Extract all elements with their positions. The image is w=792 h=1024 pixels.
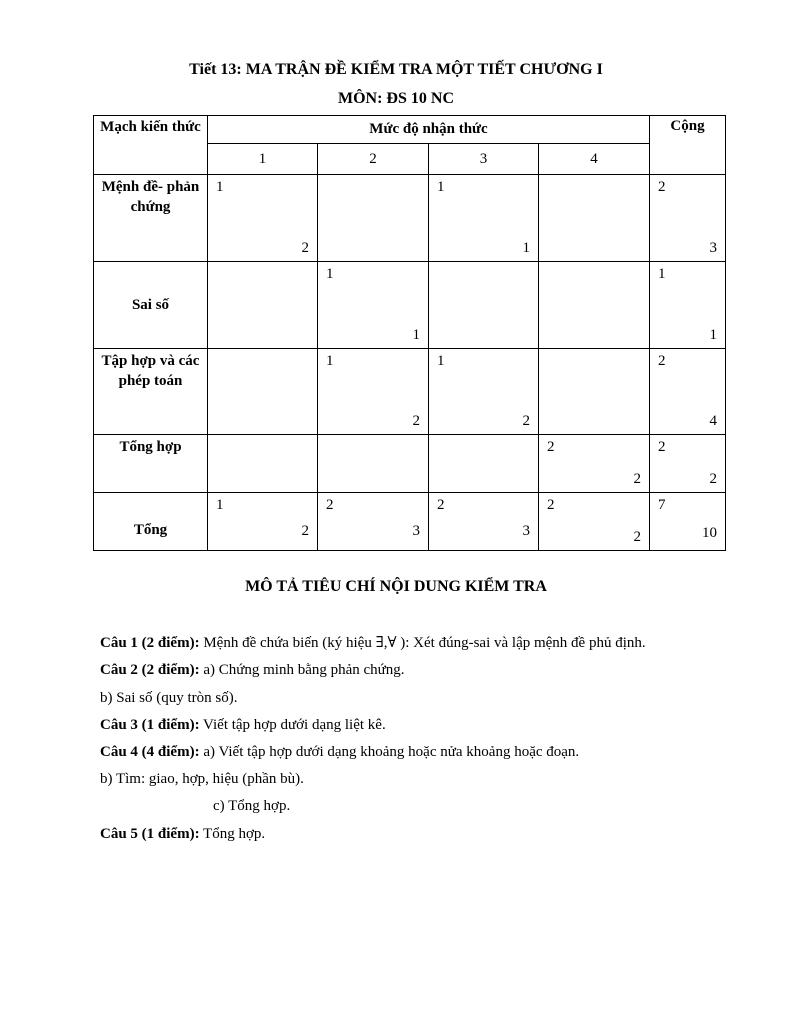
table-cell	[208, 493, 318, 551]
table-cell	[429, 493, 539, 551]
criteria-line	[100, 690, 238, 707]
row-label-text: Sai số	[131, 297, 170, 313]
question-count: 1	[437, 353, 445, 369]
page-title: Tiết 13: MA TRẬN ĐỀ KIỂM TRA MỘT TIẾT CHƯƠNG I	[189, 61, 603, 78]
header-level: Mức độ nhận thức	[208, 116, 650, 144]
table-cell	[539, 493, 650, 551]
level-header: 3	[429, 144, 539, 175]
table-row	[94, 175, 726, 262]
table-cell	[429, 262, 539, 349]
question-label: Câu 2 (2 điểm):	[100, 662, 200, 678]
question-count: 2	[658, 353, 666, 369]
question-count: 1	[326, 266, 334, 282]
table-cell	[208, 435, 318, 493]
row-label	[94, 493, 208, 551]
point-value: 3	[709, 240, 717, 256]
criteria-line	[100, 826, 265, 843]
table-cell	[208, 175, 318, 262]
row-label	[94, 349, 208, 435]
question-count: 1	[216, 179, 224, 195]
table-cell	[539, 175, 650, 262]
question-label: Câu 4 (4 điểm):	[100, 744, 200, 760]
question-count: 2	[547, 439, 555, 455]
section-title: MÔ TẢ TIÊU CHÍ NỘI DUNG KIỂM TRA	[245, 578, 547, 595]
point-value: 2	[301, 523, 309, 539]
question-count: 1	[216, 497, 224, 513]
table-cell	[318, 262, 429, 349]
question-text: b) Tìm: giao, hợp, hiệu (phần bù).	[100, 771, 304, 787]
table-cell	[539, 262, 650, 349]
table-cell	[318, 349, 429, 435]
question-label: Câu 3 (1 điểm):	[100, 717, 200, 733]
level-header: 4	[539, 144, 650, 175]
question-text: Viết tập hợp dưới dạng liệt kê.	[199, 717, 386, 733]
point-value: 2	[412, 413, 420, 429]
level-header: 1	[208, 144, 318, 175]
question-text: Mệnh đề chứa biến (ký hiệu ∃,∀ ): Xét đúng-sai và lập mệnh đề phủ định.	[199, 635, 646, 651]
criteria-line	[100, 744, 579, 761]
question-count: 2	[658, 439, 666, 455]
question-text: c) Tổng hợp.	[213, 798, 291, 814]
question-count: 2	[437, 497, 445, 513]
table-cell	[208, 262, 318, 349]
table-cell	[318, 435, 429, 493]
point-value: 1	[412, 327, 420, 343]
point-value: 2	[301, 240, 309, 256]
total-cell	[650, 262, 726, 349]
table-row	[94, 493, 726, 551]
table-cell	[539, 349, 650, 435]
table-cell	[318, 175, 429, 262]
point-value: 1	[709, 327, 717, 343]
point-value: 1	[522, 240, 530, 256]
question-count: 2	[547, 497, 555, 513]
table-cell	[539, 435, 650, 493]
total-cell	[650, 175, 726, 262]
point-value: 10	[702, 525, 717, 541]
question-count: 1	[437, 179, 445, 195]
point-value: 2	[633, 471, 641, 487]
table-row	[94, 262, 726, 349]
point-value: 4	[709, 413, 717, 429]
total-cell	[650, 349, 726, 435]
question-count: 1	[326, 353, 334, 369]
question-label: Câu 5 (1 điểm):	[100, 826, 200, 842]
level-header: 2	[318, 144, 429, 175]
table-row	[94, 349, 726, 435]
row-label	[94, 175, 208, 262]
criteria-line	[100, 771, 304, 788]
question-text: Tổng hợp.	[199, 826, 266, 842]
question-text: a) Viết tập hợp dưới dạng khoảng hoặc nửa khoảng hoặc đoạn.	[199, 744, 580, 760]
page-subtitle: MÔN: ĐS 10 NC	[338, 90, 454, 107]
table-row	[94, 435, 726, 493]
row-label-text: Tập hợp và các phép toán	[101, 353, 200, 389]
row-label	[94, 435, 208, 493]
point-value: 2	[522, 413, 530, 429]
question-text: b) Sai số (quy tròn số).	[100, 690, 238, 706]
question-count: 2	[658, 179, 666, 195]
point-value: 2	[709, 471, 717, 487]
row-label-text: Mệnh đề- phản chứng	[101, 179, 200, 215]
table-cell	[429, 435, 539, 493]
point-value: 3	[522, 523, 530, 539]
criteria-line	[100, 662, 405, 679]
row-label	[94, 262, 208, 349]
knowledge-matrix-table	[93, 115, 726, 551]
table-cell	[318, 493, 429, 551]
header-topic: Mạch kiến thức	[94, 116, 208, 175]
point-value: 2	[633, 529, 641, 545]
table-cell	[208, 349, 318, 435]
question-count: 1	[658, 266, 666, 282]
criteria-line	[100, 717, 386, 734]
row-label-text: Tổng	[133, 521, 168, 538]
total-cell	[650, 493, 726, 551]
row-label-text: Tổng hợp	[119, 439, 182, 455]
point-value: 3	[412, 523, 420, 539]
table-cell	[429, 175, 539, 262]
criteria-line	[100, 633, 646, 652]
header-total: Cộng	[650, 116, 726, 175]
criteria-line	[213, 798, 290, 815]
question-label: Câu 1 (2 điểm):	[100, 635, 200, 651]
question-count: 2	[326, 497, 334, 513]
total-cell	[650, 435, 726, 493]
table-cell	[429, 349, 539, 435]
question-text: a) Chứng minh bằng phản chứng.	[199, 662, 405, 678]
question-count: 7	[658, 497, 666, 513]
